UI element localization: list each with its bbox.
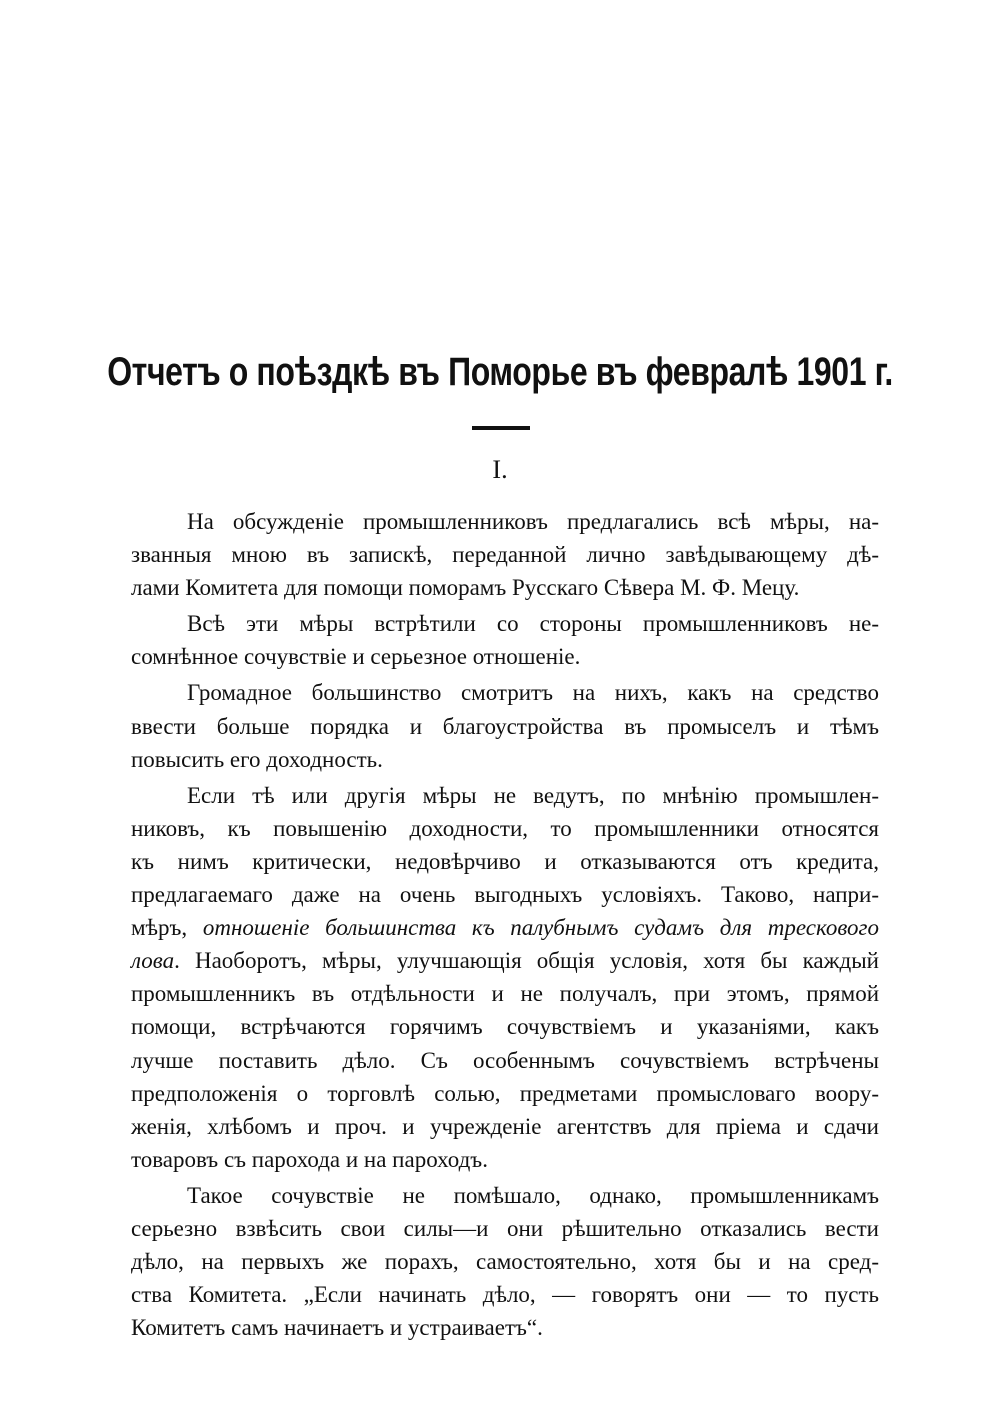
text-line: предположенія о торговлѣ солью, предметами промысловаго воору- <box>131 1080 879 1106</box>
text-line: сомнѣнное сочувствіе и серьезное отношеніе. <box>131 644 581 670</box>
italic-emphasis: лова <box>131 948 175 974</box>
text-line: Такое сочувствіе не помѣшало, однако, промышленникамъ <box>187 1182 879 1208</box>
text-line: повысить его доходность. <box>131 746 383 772</box>
text-line: женія, хлѣбомъ и проч. и учрежденіе агентствъ для пріема и сдачи <box>131 1113 879 1139</box>
text-line <box>131 944 879 977</box>
text-line <box>131 911 879 944</box>
text-line: серьезно взвѣсить свои силы—и они рѣшительно отказались вести <box>131 1215 879 1241</box>
text-line: званныя мною въ запискѣ, переданной лично завѣдывающему дѣ- <box>131 542 879 568</box>
body-text <box>131 505 879 1344</box>
text-line: къ нимъ критически, недовѣрчиво и отказываются отъ кредита, <box>131 848 879 874</box>
text-line: предлагаемаго даже на очень выгодныхъ условіяхъ. Таково, напри- <box>131 882 879 908</box>
text-line: помощи, встрѣчаются горячимъ сочувствіемъ и указаніями, какъ <box>131 1014 879 1040</box>
text-line: Громадное большинство смотритъ на нихъ, какъ на средство <box>187 680 879 706</box>
text-line: Комитетъ самъ начинаетъ и устраиваетъ“. <box>131 1315 543 1341</box>
text-line: На обсужденіе промышленниковъ предлагались всѣ мѣры, на- <box>187 509 879 534</box>
text-line: дѣло, на первыхъ же порахъ, самостоятельно, хотя бы и на сред- <box>131 1249 879 1275</box>
text-line: Если тѣ или другія мѣры не ведутъ, по мнѣнію промышлен- <box>187 782 879 808</box>
text-fragment: мѣръ, <box>131 915 203 941</box>
text-line: товаровъ съ парохода и на пароходъ. <box>131 1146 488 1172</box>
section-number: I. <box>492 455 508 484</box>
text-line: Всѣ эти мѣры встрѣтили со стороны промышленниковъ не- <box>187 611 879 637</box>
text-line: лучше поставить дѣло. Съ особеннымъ сочувствіемъ встрѣчены <box>131 1047 879 1073</box>
text-line: ввести больше порядка и благоустройства въ промыселъ и тѣмъ <box>131 713 879 739</box>
text-line: лами Комитета для помощи поморамъ Русскаго Сѣвера М. Ф. Мецу. <box>131 575 800 601</box>
title-divider <box>472 426 530 430</box>
text-fragment: . Наоборотъ, мѣры, улучшающія общія условія, хотя бы каждый <box>174 948 879 974</box>
text-line: никовъ, къ повышенію доходности, то промышленники относятся <box>131 815 879 841</box>
text-line: ства Комитета. „Если начинать дѣло, — говорятъ они — то пусть <box>131 1282 879 1308</box>
page-title: Отчетъ о поѣздкѣ въ Поморье въ февралѣ 1901 г. <box>107 350 893 394</box>
italic-emphasis: отношеніе большинства къ палубнымъ судамъ для трескового <box>202 915 879 941</box>
text-line: промышленникъ въ отдѣльности и не получалъ, при этомъ, прямой <box>131 981 879 1007</box>
